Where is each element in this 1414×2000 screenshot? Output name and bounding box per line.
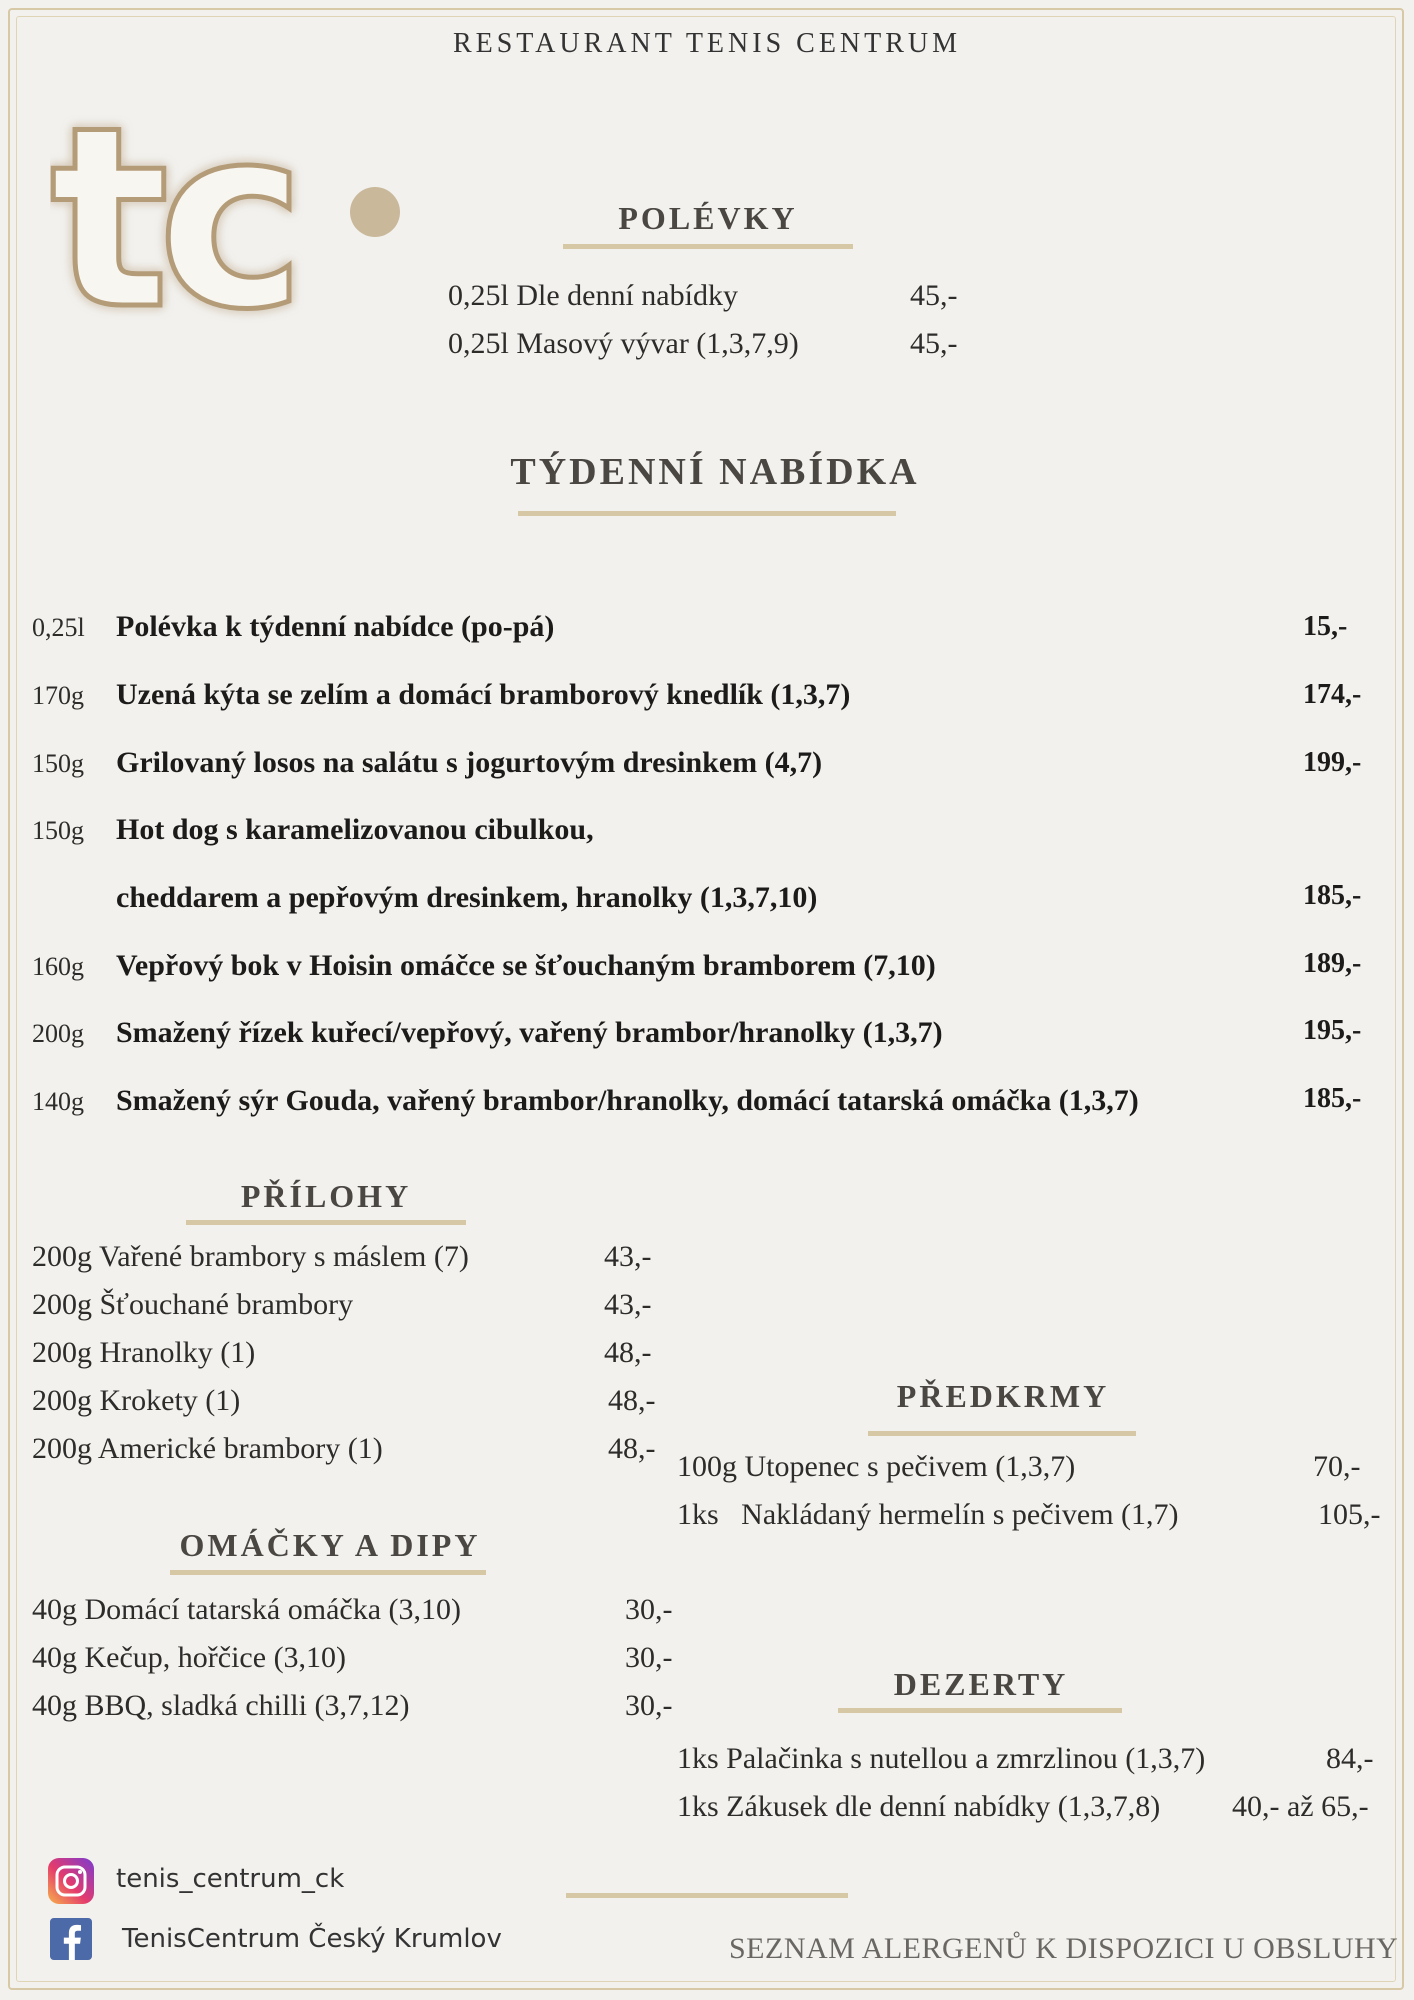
tc-logo — [50, 80, 410, 330]
side-item: 200g Krokety (1) — [32, 1384, 241, 1417]
weekly-item-name: Grilovaný losos na salátu s jogurtovým dresinkem (4,7) — [116, 746, 823, 779]
weekly-item-qty: 200g — [32, 1019, 84, 1048]
weekly-item-qty: 170g — [32, 681, 84, 710]
dessert-price: 84,- — [1326, 1742, 1374, 1775]
restaurant-name: RESTAURANT TENIS CENTRUM — [452, 28, 962, 59]
weekly-item-qty: 150g — [32, 749, 84, 778]
starter-price: 105,- — [1318, 1498, 1381, 1531]
weekly-item-name: Hot dog s karamelizovanou cibulkou, — [116, 813, 594, 846]
sauce-price: 30,- — [625, 1593, 673, 1626]
side-price: 43,- — [604, 1240, 652, 1273]
desserts-title-rule — [838, 1708, 1122, 1713]
side-item: 200g Hranolky (1) — [32, 1336, 256, 1369]
facebook-page[interactable]: TenisCentrum Český Krumlov — [122, 1924, 502, 1954]
side-item: 200g Šťouchané brambory — [32, 1288, 354, 1321]
starter-item: 1ks Nakládaný hermelín s pečivem (1,7) — [677, 1498, 1179, 1531]
weekly-item-price: 185,- — [1303, 880, 1362, 911]
sauce-item: 40g Kečup, hořčice (3,10) — [32, 1641, 347, 1674]
side-item: 200g Americké brambory (1) — [32, 1432, 383, 1465]
weekly-item-qty: 160g — [32, 952, 84, 981]
soup-price: 45,- — [910, 279, 958, 312]
facebook-icon[interactable] — [50, 1918, 92, 1960]
weekly-item-name: Polévka k týdenní nabídce (po-pá) — [116, 610, 555, 643]
weekly-item-name-continued: cheddarem a pepřovým dresinkem, hranolky (1,3,7,10) — [116, 881, 818, 914]
weekly-item-name: Smažený sýr Gouda, vařený brambor/hranolky, domácí tatarská omáčka (1,3,7) — [116, 1084, 1139, 1117]
starter-price: 70,- — [1313, 1450, 1361, 1483]
weekly-item-price: 199,- — [1303, 747, 1362, 778]
bottom-rule — [566, 1893, 848, 1898]
sauce-item: 40g Domácí tatarská omáčka (3,10) — [32, 1593, 462, 1626]
weekly-item-price: 15,- — [1303, 611, 1348, 642]
weekly-item-price: 185,- — [1303, 1083, 1362, 1114]
starter-item: 100g Utopenec s pečivem (1,3,7) — [677, 1450, 1076, 1483]
weekly-item-price: 174,- — [1303, 679, 1362, 710]
side-price: 48,- — [604, 1336, 652, 1369]
dessert-item: 1ks Zákusek dle denní nabídky (1,3,7,8) — [677, 1790, 1161, 1823]
weekly-item-name: Smažený řízek kuřecí/vepřový, vařený brambor/hranolky (1,3,7) — [116, 1016, 943, 1049]
instagram-icon[interactable] — [48, 1858, 94, 1904]
weekly-title: TÝDENNÍ NABÍDKA — [510, 451, 920, 493]
sauces-title-rule — [170, 1570, 486, 1575]
sauces-title: OMÁČKY A DIPY — [179, 1527, 481, 1563]
sides-title-rule — [186, 1220, 466, 1225]
dessert-item: 1ks Palačinka s nutellou a zmrzlinou (1,3,7) — [677, 1742, 1206, 1775]
weekly-item-price: 195,- — [1303, 1015, 1362, 1046]
soups-title-rule — [563, 244, 853, 249]
sauce-item: 40g BBQ, sladká chilli (3,7,12) — [32, 1689, 410, 1722]
weekly-item-name: Vepřový bok v Hoisin omáčce se šťouchaným bramborem (7,10) — [116, 949, 936, 982]
soup-item: 0,25l Dle denní nabídky — [448, 279, 738, 312]
side-price: 43,- — [604, 1288, 652, 1321]
weekly-item-qty: 0,25l — [32, 613, 85, 642]
weekly-title-rule — [518, 511, 896, 516]
dessert-price: 40,- až 65,- — [1232, 1790, 1369, 1823]
soup-price: 45,- — [910, 327, 958, 360]
weekly-item-price: 189,- — [1303, 948, 1362, 979]
sauce-price: 30,- — [625, 1689, 673, 1722]
sauce-price: 30,- — [625, 1641, 673, 1674]
side-price: 48,- — [608, 1384, 656, 1417]
weekly-item-qty: 140g — [32, 1087, 84, 1116]
sides-title: PŘÍLOHY — [240, 1178, 412, 1214]
soups-title: POLÉVKY — [618, 200, 798, 236]
side-item: 200g Vařené brambory s máslem (7) — [32, 1240, 469, 1273]
desserts-title: DEZERTY — [893, 1666, 1069, 1702]
instagram-handle[interactable]: tenis_centrum_ck — [116, 1864, 345, 1894]
starters-title: PŘEDKRMY — [896, 1378, 1110, 1414]
weekly-item-qty: 150g — [32, 816, 84, 845]
svg-text:tc: tc — [50, 80, 294, 330]
starters-title-rule — [868, 1431, 1136, 1436]
soup-item: 0,25l Masový vývar (1,3,7,9) — [448, 327, 799, 360]
weekly-item-name: Uzená kýta se zelím a domácí bramborový knedlík (1,3,7) — [116, 678, 851, 711]
allergens-note: SEZNAM ALERGENŮ K DISPOZICI U OBSLUHY — [729, 1932, 1399, 1965]
side-price: 48,- — [608, 1432, 656, 1465]
